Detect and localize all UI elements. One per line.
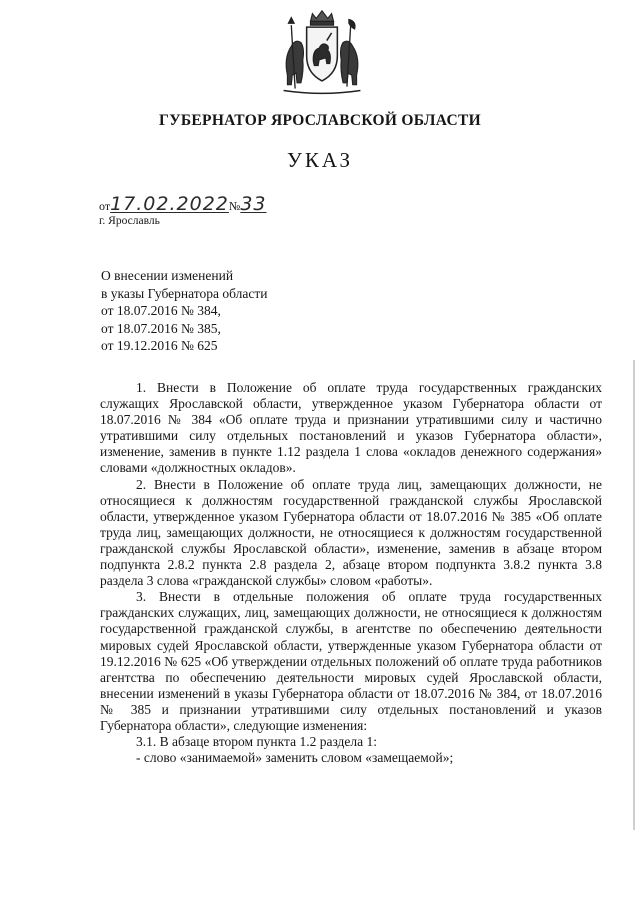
subject-line: О внесении изменений [101, 268, 234, 283]
paragraph-3-1-item: - слово «занимаемой» заменить словом «замещаемой»; [136, 750, 454, 766]
paragraph-1: 1. Внести в Положение об оплате труда государственных гражданских служащих Ярославской области, утвержденное указом Губернатора области от 18.07.2016 № 384 «Об оплате труда и признании утратившими силу и частично утратившими силу отдельных постановлений и указов Губернатора области», изменение, заменив в пункте 1.12 раздела 1 слова «окладов денежного содержания» словами «должностных окладов». [100, 380, 602, 476]
issuer-title: ГУБЕРНАТОР ЯРОСЛАВСКОЙ ОБЛАСТИ [159, 112, 481, 129]
date-prefix: от [99, 199, 111, 213]
subject-line: от 18.07.2016 № 385, [101, 320, 221, 336]
date-number-line [99, 193, 267, 215]
city-label: г. Ярославль [99, 215, 160, 227]
paragraph-2: 2. Внести в Положение об оплате труда лиц, замещающих должности, не относящиеся к должностям государственной гражданской службы Ярославской области, утвержденное указом Губернатора области от 18.07.2016 № 385 «Об оплате труда лиц, замещающих должности, не относящиеся к должностям государственной гражданской службы Ярославской области», изменение, заменив в абзаце втором подпункта 2.8.2 пункта 2.8 раздела 2, абзаце втором подпункта 3.8.2 пункта 3.8 раздела 3 слова «гражданской службы» словом «работы». [100, 476, 602, 589]
coat-of-arms-emblem [273, 6, 371, 102]
decree-body [100, 380, 602, 766]
subject-line: в указы Губернатора области [101, 285, 268, 301]
document-date: 17.02.2022 [110, 193, 229, 215]
paragraph-3: 3. Внести в отдельные положения об оплате труда государственных гражданских служащих, лиц, замещающих должности, не относящиеся к должностям государственной гражданской службы, в агентстве по обеспечению деятельности мировых судей Ярославской области, утвержденные указом Губернатора области от 19.12.2016 № 625 «Об утверждении отдельных положений об оплате труда работников агентства по обеспечению деятельности мировых судей Ярославской области, внесении изменений в указы Губернатора области от 18.07.2016 № 384, от 18.07.2016 № 385 и признании утратившими силу отдельных постановлений и указов Губернатора области», следующие изменения: [100, 589, 602, 733]
subject-block [101, 267, 268, 355]
scan-edge-line [633, 360, 635, 830]
document-type-title: УКАЗ [286, 148, 354, 172]
subject-line: от 18.07.2016 № 384, [101, 303, 221, 319]
paragraph-3-1: 3.1. В абзаце втором пункта 1.2 раздела 1: [136, 734, 378, 750]
number-prefix: № [228, 199, 241, 213]
subject-line: от 19.12.2016 № 625 [101, 338, 218, 354]
document-number: 33 [240, 193, 267, 215]
